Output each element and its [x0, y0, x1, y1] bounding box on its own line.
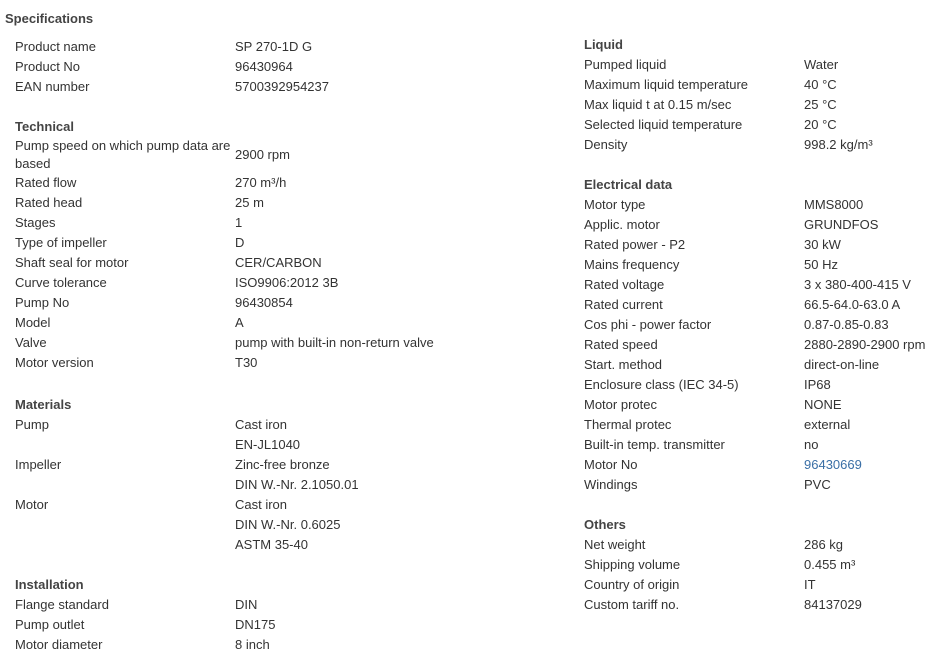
spec-label: Selected liquid temperature — [584, 117, 743, 132]
spec-row — [584, 535, 862, 555]
spec-values — [804, 55, 873, 75]
spec-label: Start. method — [584, 357, 663, 372]
spec-values — [235, 495, 359, 555]
spec-row — [15, 193, 434, 213]
spec-row — [15, 293, 434, 313]
spec-label: Valve — [15, 335, 47, 350]
spec-values — [804, 115, 873, 135]
spec-label: Pump speed on which pump data are based — [15, 138, 231, 171]
spec-row — [584, 215, 925, 235]
spec-values — [235, 293, 434, 313]
spec-value: T30 — [235, 355, 258, 370]
spec-values — [235, 137, 434, 173]
spec-row — [15, 333, 434, 353]
spec-values — [804, 95, 873, 115]
spec-values — [804, 235, 925, 255]
spec-value: DIN W.-Nr. 2.1050.01 — [235, 477, 359, 492]
spec-row — [15, 455, 359, 495]
spec-row — [15, 353, 434, 373]
spec-row — [15, 137, 434, 173]
spec-values — [804, 335, 925, 355]
spec-value: MMS8000 — [804, 197, 864, 212]
spec-value: 30 kW — [804, 237, 841, 252]
spec-value: DN175 — [235, 617, 276, 632]
spec-value: 998.2 kg/m³ — [804, 137, 873, 152]
spec-row — [584, 475, 925, 495]
spec-value: PVC — [804, 477, 831, 492]
spec-label: Motor protec — [584, 397, 657, 412]
spec-values — [235, 333, 434, 353]
spec-value: pump with built-in non-return valve — [235, 335, 434, 350]
spec-value: ISO9906:2012 3B — [235, 275, 339, 290]
spec-values — [235, 415, 359, 455]
spec-values — [804, 315, 925, 335]
spec-row — [15, 37, 329, 57]
spec-values — [235, 635, 275, 655]
spec-row — [584, 395, 925, 415]
spec-value: 20 °C — [804, 117, 837, 132]
spec-value: 1 — [235, 215, 243, 230]
spec-values — [804, 395, 925, 415]
spec-row — [584, 135, 873, 155]
spec-row — [584, 315, 925, 335]
spec-row — [15, 253, 434, 273]
spec-row — [15, 595, 275, 615]
spec-row — [584, 415, 925, 435]
spec-values — [804, 535, 862, 555]
spec-row — [584, 295, 925, 315]
spec-value: ASTM 35-40 — [235, 537, 308, 552]
spec-values — [804, 195, 925, 215]
spec-values — [804, 75, 873, 95]
spec-values — [804, 475, 925, 495]
spec-row — [584, 435, 925, 455]
spec-values — [235, 77, 329, 97]
liquid-section — [584, 35, 873, 155]
spec-values — [235, 253, 434, 273]
spec-values — [804, 575, 862, 595]
spec-values — [235, 233, 434, 253]
spec-row — [584, 275, 925, 295]
spec-value: 5700392954237 — [235, 79, 329, 94]
spec-values — [804, 355, 925, 375]
spec-label: Pump No — [15, 295, 70, 310]
spec-row — [584, 115, 873, 135]
spec-value: 3 x 380-400-415 V — [804, 277, 911, 292]
spec-label: Cos phi - power factor — [584, 317, 712, 332]
spec-label: Rated voltage — [584, 277, 665, 292]
section-title: Installation — [15, 577, 84, 592]
spec-row — [15, 313, 434, 333]
spec-value: IT — [804, 577, 816, 592]
general-section — [15, 37, 329, 97]
section-title: Materials — [15, 397, 72, 412]
spec-row — [15, 173, 434, 193]
spec-label: Custom tariff no. — [584, 597, 680, 612]
page-title: Specifications — [5, 11, 94, 26]
spec-label: Built-in temp. transmitter — [584, 437, 725, 452]
spec-value: direct-on-line — [804, 357, 880, 372]
spec-value: 96430854 — [235, 295, 293, 310]
spec-label: Rated flow — [15, 175, 77, 190]
spec-label: Shaft seal for motor — [15, 255, 129, 270]
spec-row — [15, 57, 329, 77]
section-title: Technical — [15, 119, 75, 134]
spec-values — [804, 595, 862, 615]
spec-values — [235, 615, 275, 635]
spec-label: Pump — [15, 417, 49, 432]
spec-value: IP68 — [804, 377, 831, 392]
spec-row — [584, 595, 862, 615]
installation-section — [15, 575, 275, 655]
section-title: Electrical data — [584, 177, 673, 192]
spec-value: CER/CARBON — [235, 255, 322, 270]
spec-row — [584, 355, 925, 375]
spec-values — [804, 455, 925, 475]
spec-value: 0.87-0.85-0.83 — [804, 317, 889, 332]
spec-values — [804, 375, 925, 395]
spec-label: Pumped liquid — [584, 57, 667, 72]
spec-row — [584, 555, 862, 575]
spec-values — [804, 275, 925, 295]
section-title: Others — [584, 517, 626, 532]
spec-value: 2880-2890-2900 rpm — [804, 337, 926, 352]
spec-value: 40 °C — [804, 77, 837, 92]
spec-value: 270 m³/h — [235, 175, 287, 190]
spec-row — [584, 335, 925, 355]
spec-label: EAN number — [15, 79, 90, 94]
spec-values — [804, 555, 862, 575]
spec-value: 96430964 — [235, 59, 293, 74]
spec-label: Maximum liquid temperature — [584, 77, 749, 92]
spec-values — [235, 455, 359, 495]
spec-value: DIN — [235, 597, 258, 612]
spec-value: 2900 rpm — [235, 147, 290, 162]
spec-label: Net weight — [584, 537, 646, 552]
spec-values — [235, 313, 434, 333]
spec-value: 0.455 m³ — [804, 557, 856, 572]
section-title: Liquid — [584, 37, 623, 52]
spec-row — [15, 415, 359, 455]
spec-label: Model — [15, 315, 51, 330]
spec-value: A — [235, 315, 244, 330]
spec-label: Thermal protec — [584, 417, 672, 432]
spec-values — [235, 213, 434, 233]
technical-section — [15, 117, 434, 373]
spec-values — [804, 215, 925, 235]
spec-label: Rated current — [584, 297, 663, 312]
spec-row — [15, 273, 434, 293]
spec-label: Enclosure class (IEC 34-5) — [584, 377, 739, 392]
spec-label: Product name — [15, 39, 96, 54]
spec-label: Mains frequency — [584, 257, 680, 272]
spec-value: 66.5-64.0-63.0 A — [804, 297, 901, 312]
spec-label: Rated head — [15, 195, 83, 210]
spec-values — [804, 255, 925, 275]
materials-section — [15, 395, 359, 555]
spec-label: Density — [584, 137, 628, 152]
spec-value: Cast iron — [235, 497, 288, 512]
spec-values — [235, 37, 329, 57]
spec-row — [584, 235, 925, 255]
others-section — [584, 515, 862, 615]
spec-label: Motor No — [584, 457, 638, 472]
spec-value: DIN W.-Nr. 0.6025 — [235, 517, 341, 532]
spec-label: Motor version — [15, 355, 94, 370]
spec-values — [235, 353, 434, 373]
spec-values — [235, 595, 275, 615]
electrical-section — [584, 175, 925, 495]
spec-value: 84137029 — [804, 597, 862, 612]
spec-value: 286 kg — [804, 537, 844, 552]
spec-row — [584, 575, 862, 595]
spec-row — [15, 213, 434, 233]
spec-values — [804, 135, 873, 155]
spec-value: EN-JL1040 — [235, 437, 301, 452]
spec-row — [584, 195, 925, 215]
spec-label: Max liquid t at 0.15 m/sec — [584, 97, 732, 112]
spec-label: Motor type — [584, 197, 646, 212]
spec-value: NONE — [804, 397, 842, 412]
spec-values — [235, 273, 434, 293]
spec-row — [584, 55, 873, 75]
spec-row — [15, 615, 275, 635]
spec-label: Motor — [15, 497, 49, 512]
spec-value: 50 Hz — [804, 257, 838, 272]
spec-row — [15, 495, 359, 555]
spec-values — [235, 193, 434, 213]
spec-label: Curve tolerance — [15, 275, 107, 290]
spec-values — [804, 415, 925, 435]
spec-value: 25 m — [235, 195, 264, 210]
spec-label: Pump outlet — [15, 617, 85, 632]
spec-values — [235, 173, 434, 193]
spec-values — [804, 295, 925, 315]
spec-value: Cast iron — [235, 417, 288, 432]
spec-label: Rated power - P2 — [584, 237, 686, 252]
spec-value: GRUNDFOS — [804, 217, 879, 232]
spec-label: Flange standard — [15, 597, 109, 612]
spec-value: Water — [804, 57, 839, 72]
spec-label: Rated speed — [584, 337, 658, 352]
spec-label: Stages — [15, 215, 56, 230]
spec-value: 8 inch — [235, 637, 270, 652]
spec-value: external — [804, 417, 851, 432]
spec-label: Applic. motor — [584, 217, 660, 232]
spec-row — [584, 255, 925, 275]
spec-label: Product No — [15, 59, 81, 74]
spec-row — [584, 95, 873, 115]
spec-label: Type of impeller — [15, 235, 107, 250]
spec-values — [804, 435, 925, 455]
spec-value-link[interactable]: 96430669 — [804, 457, 862, 472]
spec-row — [584, 455, 925, 475]
spec-value: Zinc-free bronze — [235, 457, 330, 472]
spec-value: no — [804, 437, 819, 452]
spec-row — [15, 77, 329, 97]
spec-label: Impeller — [15, 457, 62, 472]
spec-row — [15, 233, 434, 253]
spec-label: Motor diameter — [15, 637, 103, 652]
spec-label: Shipping volume — [584, 557, 681, 572]
spec-values — [235, 57, 329, 77]
spec-value: D — [235, 235, 245, 250]
spec-row — [584, 75, 873, 95]
spec-label: Windings — [584, 477, 638, 492]
spec-row — [15, 635, 275, 655]
spec-label: Country of origin — [584, 577, 680, 592]
spec-value: 25 °C — [804, 97, 837, 112]
spec-value: SP 270-1D G — [235, 39, 313, 54]
spec-row — [584, 375, 925, 395]
